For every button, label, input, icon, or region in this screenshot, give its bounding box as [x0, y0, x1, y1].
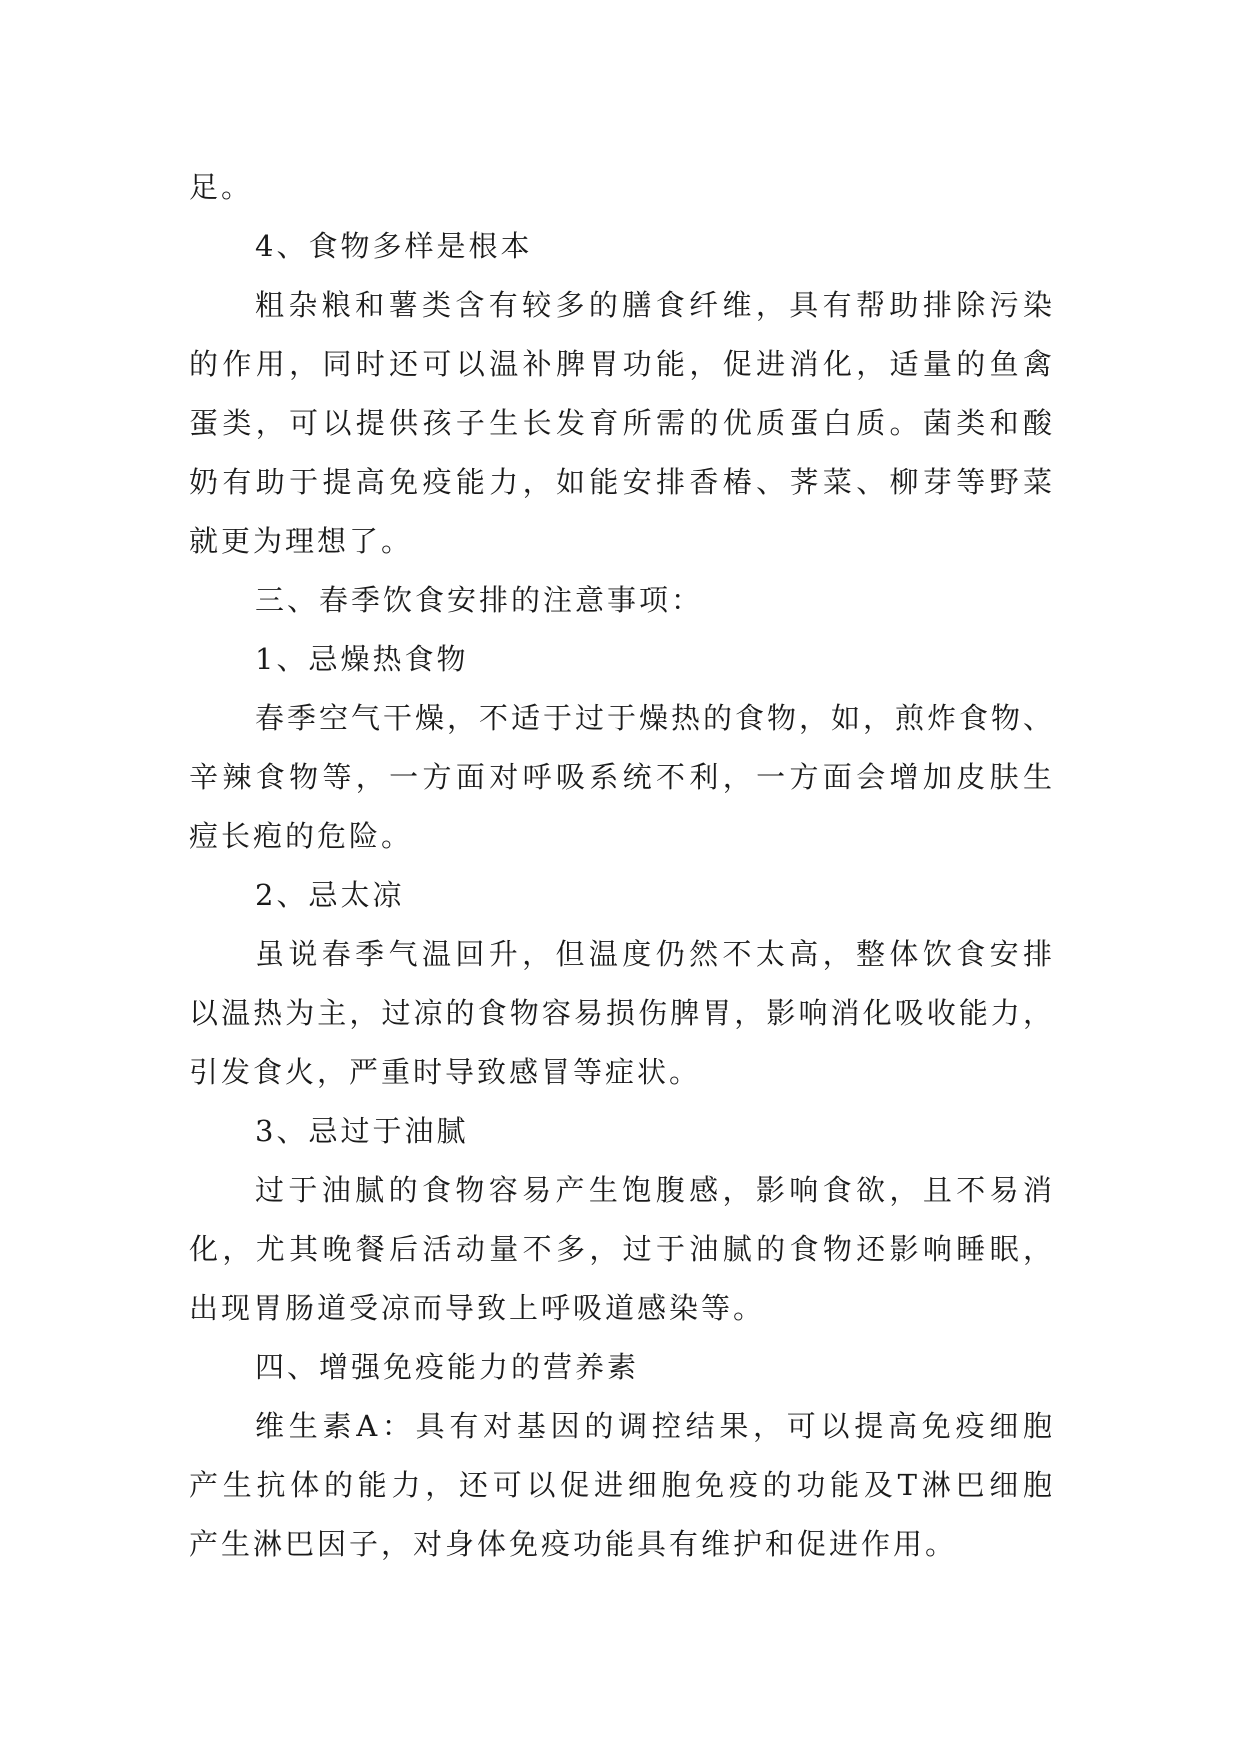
text-line: 三、春季饮食安排的注意事项：: [255, 583, 704, 617]
text-line: 2、忌太凉: [255, 878, 405, 912]
text-line: 引发食火，严重时导致感冒等症状。: [189, 1055, 702, 1089]
text-line: 3、忌过于油腻: [255, 1114, 469, 1148]
text-line: 1、忌燥热食物: [255, 642, 469, 676]
document-body: [189, 158, 1055, 1574]
text-line: 蛋类，可以提供孩子生长发育所需的优质蛋白质。菌类和酸: [189, 406, 1055, 440]
text-line: 辛辣食物等，一方面对呼吸系统不利，一方面会增加皮肤生: [189, 760, 1055, 794]
text-line: 以温热为主，过凉的食物容易损伤脾胃，影响消化吸收能力，: [189, 996, 1055, 1030]
text-line: 奶有助于提高免疫能力，如能安排香椿、荠菜、柳芽等野菜: [189, 465, 1055, 499]
text-line: 4、食物多样是根本: [255, 229, 533, 263]
text-line: 出现胃肠道受凉而导致上呼吸道感染等。: [189, 1291, 766, 1325]
text-line: 痘长疱的危险。: [189, 819, 414, 853]
text-line: 化，尤其晚餐后活动量不多，过于油腻的食物还影响睡眠，: [189, 1232, 1055, 1266]
text-line: 产生抗体的能力，还可以促进细胞免疫的功能及T淋巴细胞: [189, 1468, 1055, 1502]
text-line: 过于油腻的食物容易产生饱腹感，影响食欲，且不易消: [255, 1173, 1055, 1207]
text-line: 足。: [189, 170, 254, 204]
text-line: 虽说春季气温回升，但温度仍然不太高，整体饮食安排: [255, 937, 1055, 971]
text-line: 维生素A：具有对基因的调控结果，可以提高免疫细胞: [255, 1409, 1055, 1443]
text-line: 的作用，同时还可以温补脾胃功能，促进消化，适量的鱼禽: [189, 347, 1055, 381]
text-line: 就更为理想了。: [189, 524, 414, 558]
text-line: 四、增强免疫能力的营养素: [255, 1350, 640, 1384]
text-line: 产生淋巴因子，对身体免疫功能具有维护和促进作用。: [189, 1527, 958, 1561]
text-line: 春季空气干燥，不适于过于燥热的食物，如，煎炸食物、: [255, 701, 1055, 735]
text-line: 粗杂粮和薯类含有较多的膳食纤维，具有帮助排除污染: [255, 288, 1055, 322]
